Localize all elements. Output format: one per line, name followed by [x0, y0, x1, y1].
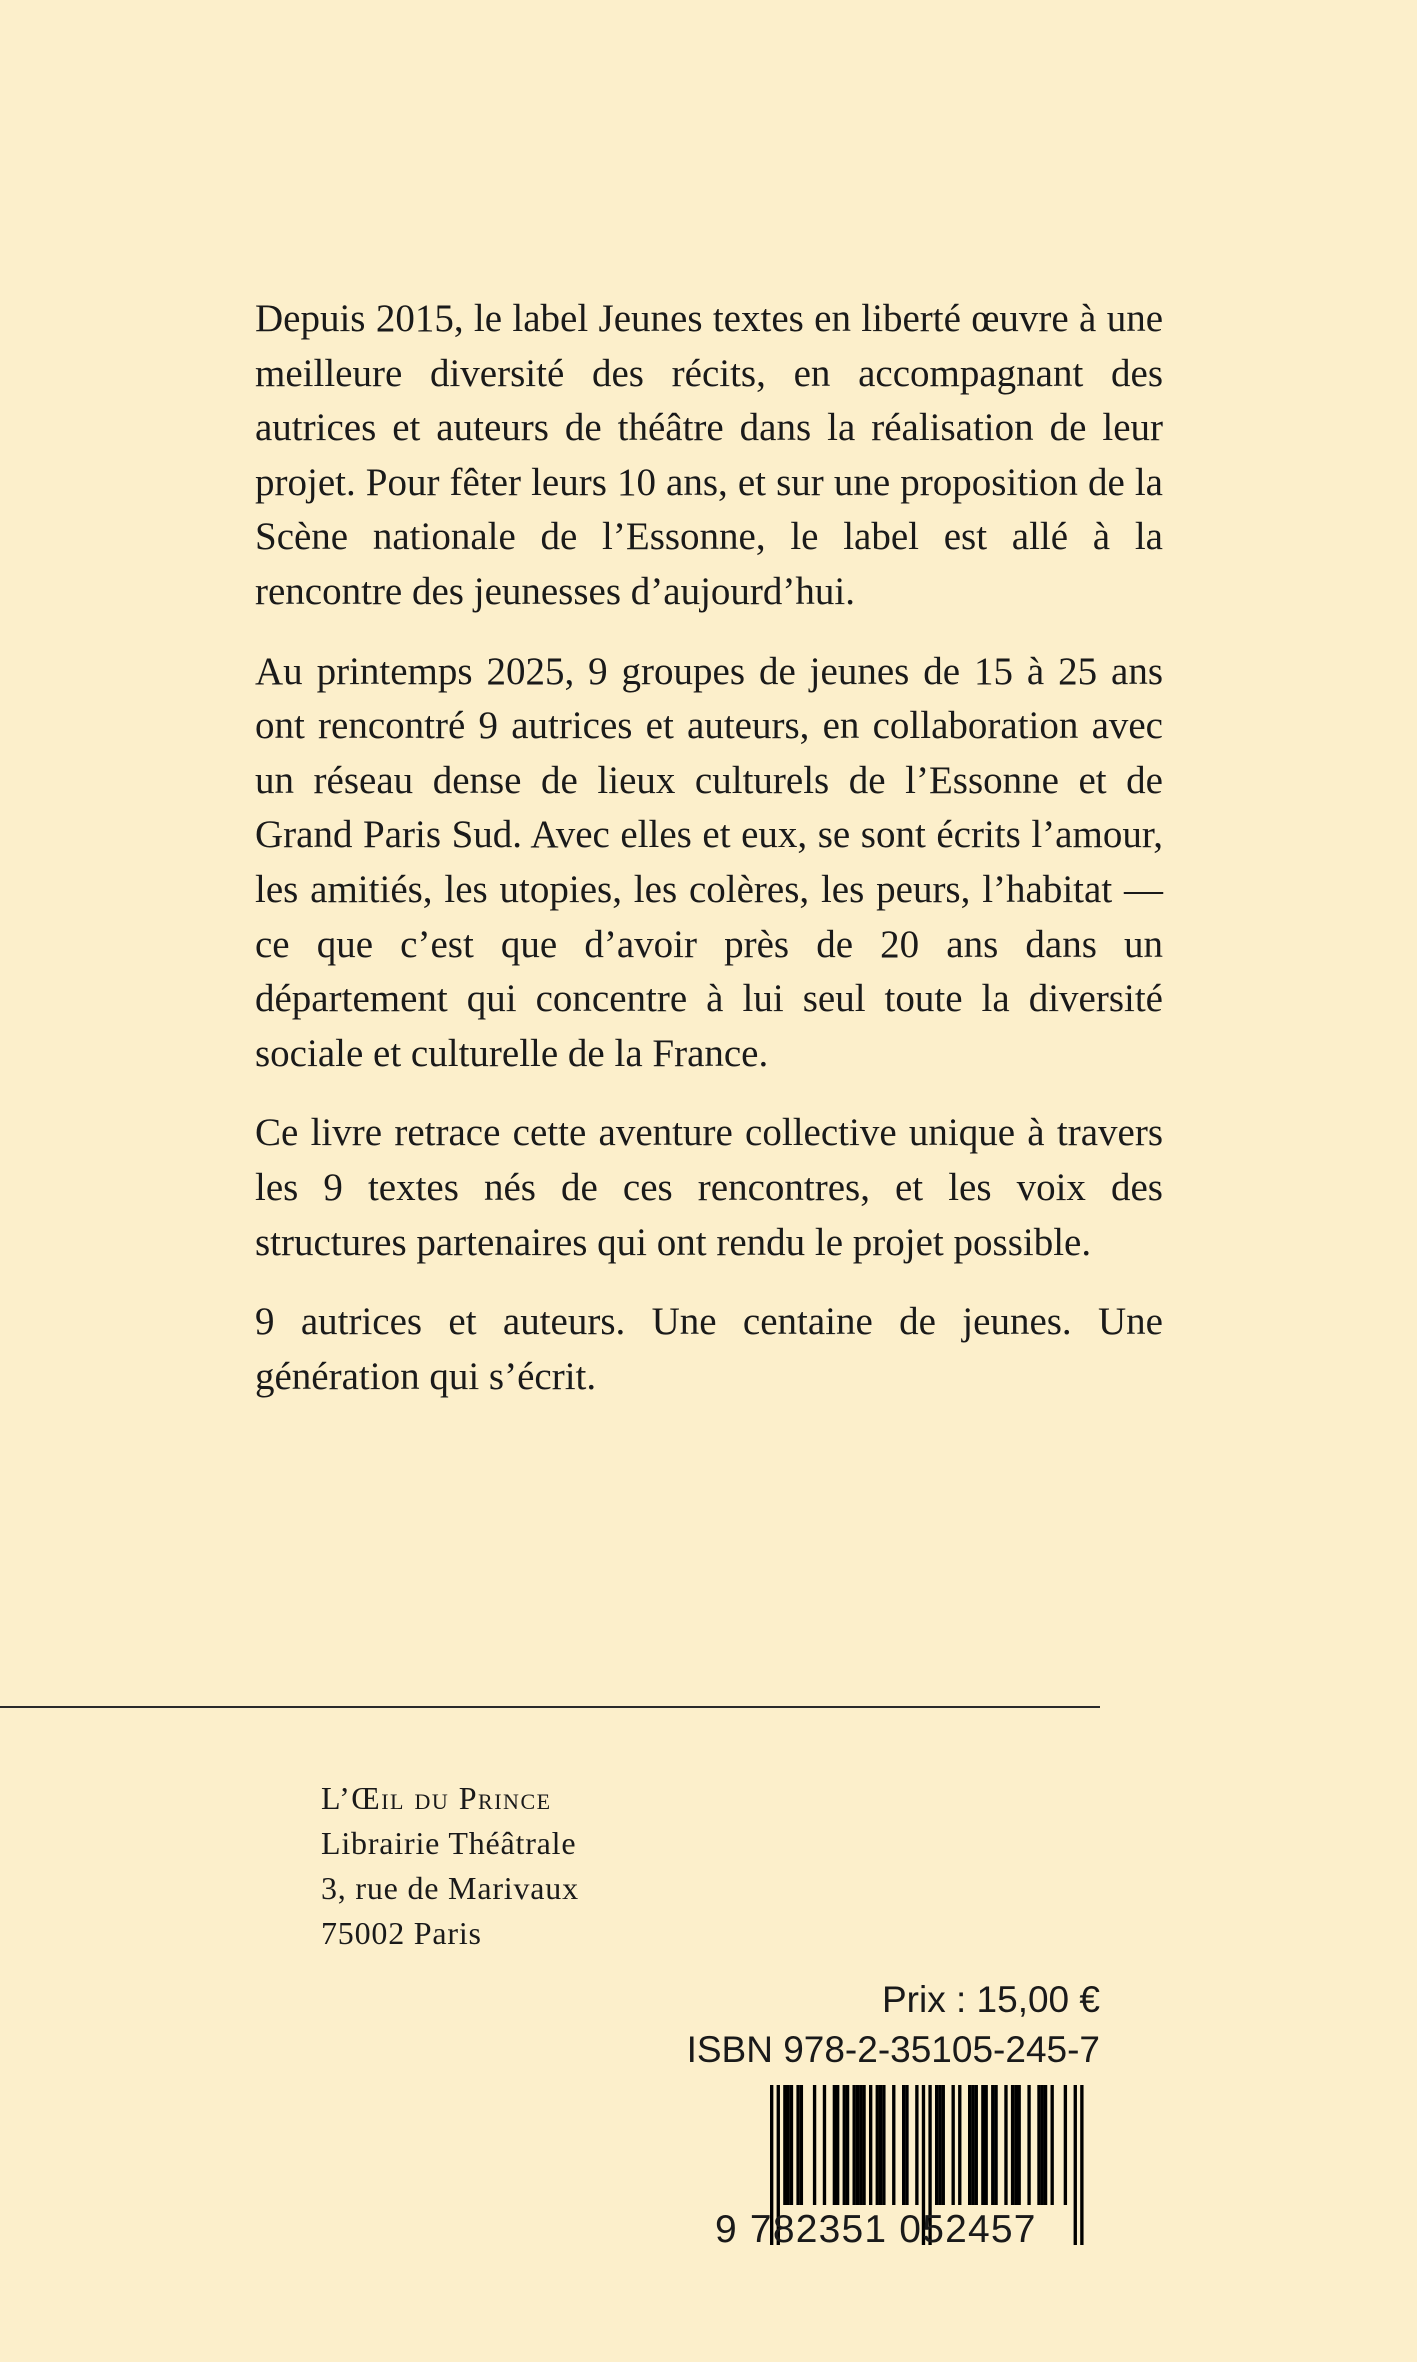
barcode-bar [1064, 2085, 1067, 2205]
barcode-bar [1044, 2085, 1047, 2205]
barcode-bar [968, 2085, 971, 2205]
back-cover-blurb [255, 292, 1163, 1429]
barcode-bar [796, 2085, 799, 2205]
barcode-bar [879, 2085, 882, 2205]
barcode-bar [790, 2085, 793, 2205]
barcode-bar [1004, 2085, 1007, 2205]
barcode-digits: 9 782351 052457 [715, 2208, 1037, 2251]
barcode-bar [787, 2085, 790, 2205]
barcode-bar [843, 2085, 846, 2205]
barcode-bar [915, 2085, 918, 2205]
barcode-bar [938, 2085, 941, 2205]
barcode-bar [942, 2085, 945, 2205]
publisher-street: 3, rue de Marivaux [321, 1870, 579, 1906]
blurb-paragraph-4: 9 autrices et auteurs. Une centaine de jeunes. Une génération qui s’écrit. [255, 1300, 1163, 1398]
barcode-bar [1041, 2085, 1044, 2205]
barcode-bar [975, 2085, 978, 2205]
publisher-name: L’Œil du Prince [321, 1780, 552, 1816]
barcode-bar [1018, 2085, 1021, 2205]
barcode-bar [783, 2085, 786, 2205]
barcode-bar [859, 2085, 862, 2205]
barcode-bar [991, 2085, 994, 2205]
publisher-city: 75002 Paris [321, 1915, 482, 1951]
barcode-bar [882, 2085, 885, 2205]
barcode-bar [833, 2085, 836, 2205]
price-label: Prix : 15,00 € [881, 1979, 1100, 2020]
barcode-bar [994, 2085, 997, 2205]
barcode-bar [902, 2085, 905, 2205]
barcode-bar [853, 2085, 856, 2205]
barcode-bar [800, 2085, 803, 2205]
blurb-paragraph-2: Au printemps 2025, 9 groupes de jeunes de 15 à 25 ans ont rencontré 9 autrices et auteurs, en collaboration avec un réseau dense de lieux culturels de l’Essonne et de Grand Paris Sud. Avec elles et eux, se sont écrits l’amour, les amitiés, les utopies, les colères, les peurs, l’habitat — ce que c’est que d’avoir près de 20 ans dans un département qui concentre à lui seul toute la diversité sociale et culturelle de la France. [255, 649, 1163, 1075]
barcode-bar [985, 2085, 988, 2205]
barcode-bar [981, 2085, 984, 2205]
barcode-bar [1011, 2085, 1014, 2205]
blurb-paragraph-3: Ce livre retrace cette aventure collective unique à travers les 9 textes nés de ces rencontres, et les voix des structures partenaires qui ont rendu le projet possible. [255, 1111, 1163, 1264]
barcode-bar [856, 2085, 859, 2205]
barcode-bar [892, 2085, 895, 2205]
barcode-bar [905, 2085, 908, 2205]
barcode-bar [935, 2085, 938, 2205]
barcode-bar [813, 2085, 816, 2205]
isbn-label: ISBN 978-2-35105-245-7 [686, 2029, 1100, 2070]
barcode-bar [869, 2085, 872, 2205]
barcode-bar [836, 2085, 839, 2205]
barcode-bar [952, 2085, 955, 2205]
barcode-bar [1014, 2085, 1017, 2205]
barcode-bar [1051, 2085, 1054, 2205]
publisher-address [321, 1776, 579, 1956]
barcode-bar [862, 2085, 865, 2205]
barcode-bar [823, 2085, 826, 2205]
barcode-bar [1027, 2085, 1030, 2205]
publisher-subtitle: Librairie Théâtrale [321, 1825, 577, 1861]
blurb-paragraph-1: Depuis 2015, le label Jeunes textes en liberté œuvre à une meilleure diversité des récits, en accompagnant des autrices et auteurs de théâtre dans la réalisation de leur projet. Pour fêter leurs 10 ans, et sur une proposition de la Scène nationale de l’Essonne, le label est allé à la rencontre des jeunesses d’aujourd’hui. [255, 297, 1163, 613]
barcode-bar [958, 2085, 961, 2205]
barcode-bar [1037, 2085, 1040, 2205]
divider-line [0, 1706, 1100, 1708]
price-block [687, 1975, 1100, 2075]
barcode-bar [876, 2085, 879, 2205]
barcode-bar [846, 2085, 849, 2205]
barcode-bar [971, 2085, 974, 2205]
